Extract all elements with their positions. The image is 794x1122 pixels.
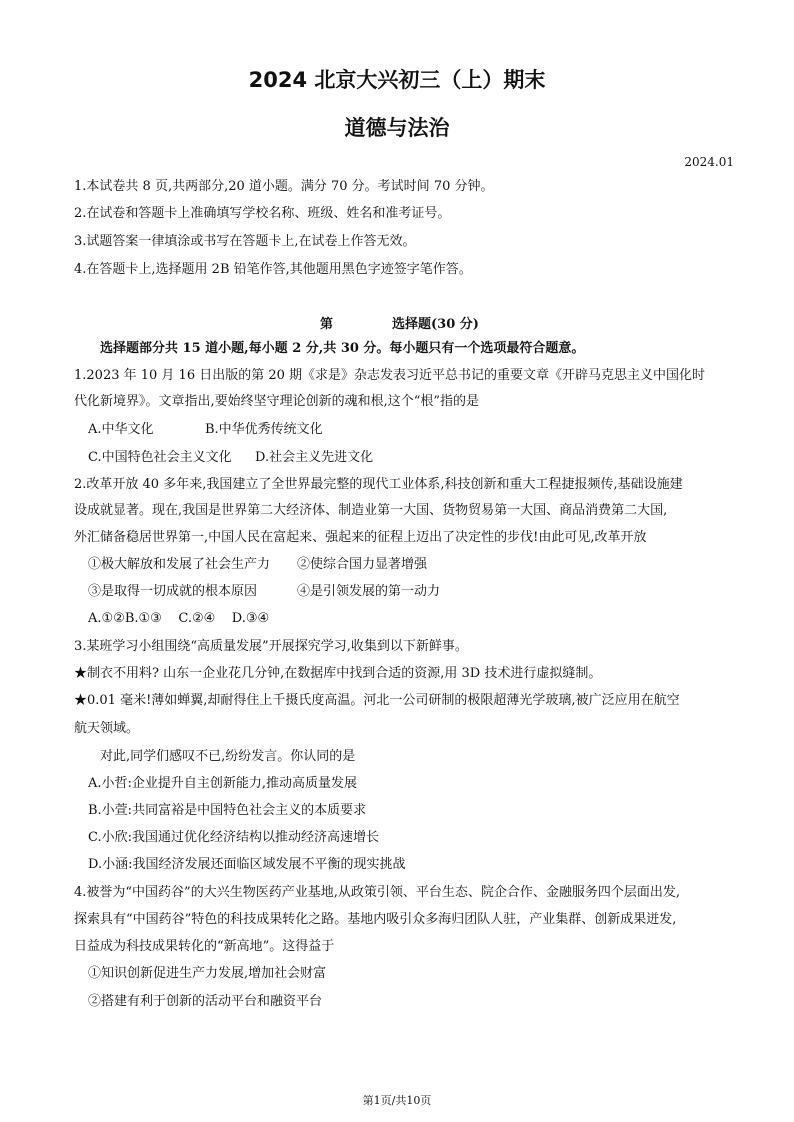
q2-stem-line1: 2.改革开放 40 多年来,我国建立了全世界最完整的现代工业体系,科技创新和重大工程捷报频传,基础设施建	[74, 477, 683, 492]
q3-option-c: C.小欣:我国通过优化经济结构以推动经济高速增长	[88, 830, 379, 845]
q4-statement-1: ①知识创新促进生产力发展,增加社会财富	[88, 966, 327, 981]
q3-prompt: 对此,同学们感叹不已,纷纷发言。你认同的是	[100, 749, 356, 764]
q2-statement-1: ①极大解放和发展了社会生产力	[88, 557, 271, 572]
q2-statement-2: ②使综合国力显著增强	[297, 557, 428, 572]
q3-news-2-line1: ★0.01 毫米!薄如蝉翼,却耐得住上千摄氏度高温。河北一公司研制的极限超薄光学玻璃,被广泛应用在航空	[74, 693, 680, 708]
q1-option-d: D.社会主义先进文化	[255, 450, 374, 465]
q2-choices: A.①②B.①③ C.②④ D.③④	[88, 611, 270, 626]
q1-stem-line1: 1.2023 年 10 月 16 日出版的第 20 期《求是》杂志发表习近平总书记的重要文章《开辟马克思主义中国化时	[74, 368, 706, 383]
section-part-label: 第	[320, 317, 334, 332]
q4-stem-line2: 探索具有“中国药谷”特色的科技成果转化之路。基地内吸引众多海归团队人驻，产业集群、创新成果迸发,	[74, 912, 677, 927]
q2-stem-line2: 设成就显著。现在,我国是世界第二大经济体、制造业第一大国、货物贸易第一大国、商品消费第二大国,	[74, 503, 668, 518]
q1-stem-line2: 代化新境界》。文章指出,要始终坚守理论创新的魂和根,这个“根”指的是	[74, 394, 480, 409]
q3-news-2-line2: 航天领域。	[74, 721, 140, 736]
q3-option-a: A.小哲:企业提升自主创新能力,推动高质量发展	[88, 776, 358, 791]
note-1: 1.本试卷共 8 页,共两部分,20 道小题。满分 70 分。考试时间 70 分钟。	[74, 179, 494, 194]
q4-stem-line3: 日益成为科技成果转化的“新高地”。这得益于	[74, 939, 335, 954]
q2-statement-4: ④是引领发展的第一动力	[297, 584, 441, 599]
q3-stem: 3.某班学习小组围绕“高质量发展”开展探究学习,收集到以下新鲜事。	[74, 639, 468, 654]
q4-statement-2: ②搭建有利于创新的活动平台和融资平台	[88, 994, 323, 1009]
q4-stem-line1: 4.被誉为“中国药谷”的大兴生物医药产业基地,从政策引领、平台生态、院企合作、金融服务四个层面出发,	[74, 885, 680, 900]
note-2: 2.在试卷和答题卡上准确填写学校名称、班级、姓名和准考证号。	[74, 206, 451, 221]
subject-title: 道德与法治	[344, 116, 450, 140]
q1-option-b: B.中华优秀传统文化	[205, 422, 323, 437]
q2-stem-line3: 外汇储备稳居世界第一,中国人民在富起来、强起来的征程上迈出了决定性的步伐!由此可见,改革开放	[74, 530, 647, 545]
note-3: 3.试题答案一律填涂或书写在答题卡上,在试卷上作答无效。	[74, 234, 416, 249]
section-instruction: 选择题部分共 15 道小题,每小题 2 分,共 30 分。每小题只有一个选项最符合题意。	[100, 341, 585, 356]
q1-option-a: A.中华文化	[88, 422, 154, 437]
q3-option-b: B.小萱:共同富裕是中国特色社会主义的本质要求	[88, 803, 367, 818]
exam-title: 2024 北京大兴初三（上）期末	[248, 68, 546, 92]
q1-option-c: C.中国特色社会主义文化	[88, 450, 232, 465]
q2-statement-3: ③是取得一切成就的根本原因	[88, 584, 258, 599]
exam-date: 2024.01	[684, 155, 734, 169]
q3-news-1: ★制衣不用料? 山东一企业花几分钟,在数据库中找到合适的资源,用 3D 技术进行虚拟缝制。	[74, 666, 602, 681]
page-number: 第1页/共10页	[362, 1094, 432, 1107]
note-4: 4.在答题卡上,选择题用 2B 铅笔作答,其他题用黑色字迹签字笔作答。	[74, 262, 472, 277]
section-name: 选择题(30 分)	[392, 317, 479, 332]
q3-option-d: D.小涵:我国经济发展还面临区域发展不平衡的现实挑战	[88, 857, 406, 872]
